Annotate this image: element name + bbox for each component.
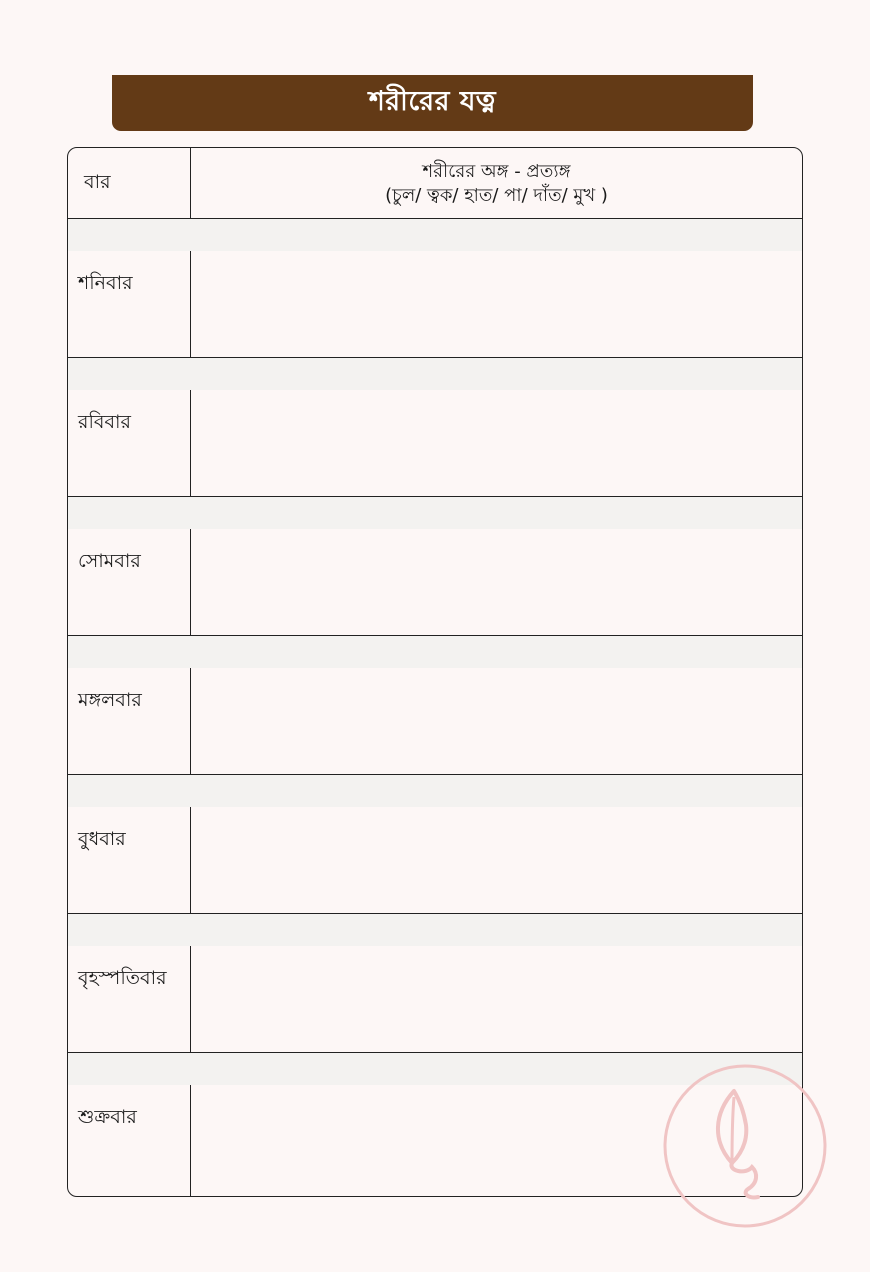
table-row [68,636,802,775]
row-band [68,914,802,946]
day-label-monday: সোমবার [78,550,141,572]
header-day: বার [84,170,111,193]
row-band [68,497,802,529]
title-banner [112,75,753,131]
row-band [68,775,802,807]
header-body-parts-list: (চুল/ ত্বক/ হাত/ পা/ দাঁত/ মুখ ) [385,184,608,206]
page-title: শরীরের যত্ন [368,85,497,117]
body-parts-cell-wednesday[interactable] [192,807,802,913]
table-row [68,219,802,358]
table-body [68,219,802,1195]
row-band [68,219,802,251]
leaf-emblem-icon [662,1063,828,1229]
day-label-friday: শুক্রবার [78,1106,137,1128]
table-row [68,914,802,1053]
body-parts-cell-tuesday[interactable] [192,668,802,774]
header-body-parts-title: শরীরের অঙ্গ - প্রত্যঙ্গ [422,160,571,182]
row-band [68,358,802,390]
body-parts-cell-thursday[interactable] [192,946,802,1052]
day-label-thursday: বৃহস্পতিবার [78,967,167,989]
header-body-parts [191,148,802,219]
table-row [68,358,802,497]
day-label-sunday: রবিবার [78,411,131,433]
day-label-saturday: শনিবার [78,272,133,294]
body-care-table [67,147,803,1197]
body-parts-cell-monday[interactable] [192,529,802,635]
table-header-row [68,148,802,219]
day-label-wednesday: বুধবার [78,828,126,850]
day-label-tuesday: মঙ্গলবার [78,689,142,711]
body-parts-cell-saturday[interactable] [192,251,802,357]
table-row [68,775,802,914]
body-parts-cell-sunday[interactable] [192,390,802,496]
row-band [68,636,802,668]
table-row [68,497,802,636]
